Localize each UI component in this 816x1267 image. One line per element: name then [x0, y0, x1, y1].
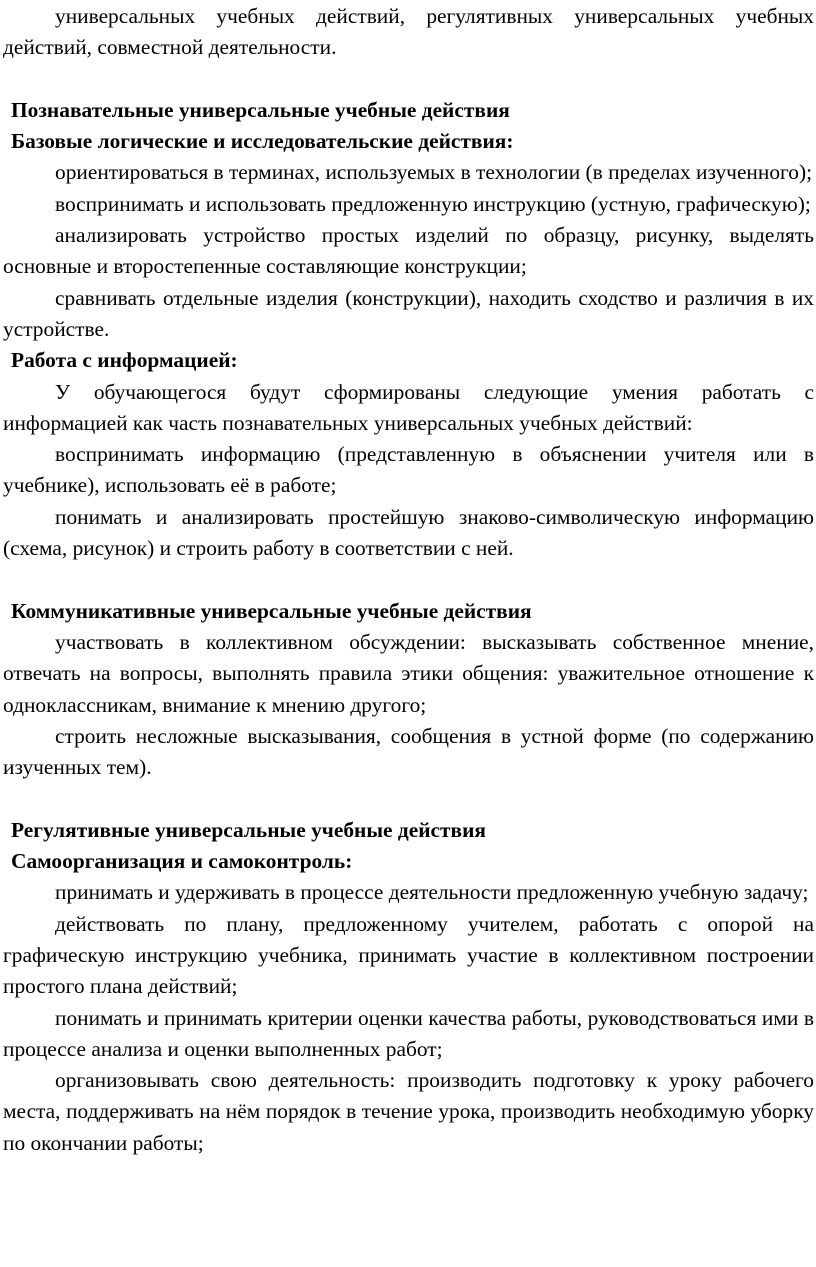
logic-item-1: ориентироваться в терминах, используемых в технологии (в пределах изученного); [55, 160, 813, 185]
intro-continuation-paragraph: универсальных учебных действий, регулятивных универсальных учебных действий, совместной деятельности. [3, 4, 814, 60]
logic-item-4: сравнивать отдельные изделия (конструкции), находить сходство и различия в их устройстве. [3, 285, 814, 341]
info-item-2: воспринимать информацию (представленную в объяснении учителя или в учебнике), использовать её в работе; [3, 442, 814, 498]
communicative-section-heading: Коммуникативные универсальные учебные действия [11, 598, 532, 623]
information-subheading: Работа с информацией: [11, 348, 238, 373]
self-item-3: понимать и принимать критерии оценки качества работы, руководствоваться ими в процессе анализа и оценки выполненных работ; [3, 1005, 814, 1061]
self-item-1: принимать и удерживать в процессе деятельности предложенную учебную задачу; [55, 880, 809, 905]
spacer [3, 564, 814, 595]
self-item-2: действовать по плану, предложенному учителем, работать с опорой на графическую инструкцию учебника, принимать участие в коллективном построении простого плана действий; [3, 911, 814, 999]
info-item-3: понимать и анализировать простейшую знаково-символическую информацию (схема, рисунок) и строить работу в соответствии с ней. [3, 504, 814, 561]
info-item-1: У обучающегося будут сформированы следующие умения работать с информацией как часть познавательных универсальных учебных действий: [3, 379, 814, 435]
document-page [0, 1, 816, 1159]
spacer [3, 783, 814, 814]
logic-item-3: анализировать устройство простых изделий по образцу, рисунку, выделять основные и второстепенные составляющие конструкции; [3, 223, 814, 279]
communicative-item-1: участвовать в коллективном обсуждении: высказывать собственное мнение, отвечать на вопросы, выполнять правила этики общения: уважительное отношение к одноклассникам, внимание к мнению другого; [3, 629, 814, 717]
logic-research-subheading: Базовые логические и исследовательские действия: [11, 129, 514, 154]
regulatory-section-heading: Регулятивные универсальные учебные действия [11, 817, 486, 842]
spacer [3, 64, 814, 95]
cognitive-section-heading: Познавательные универсальные учебные действия [11, 97, 510, 122]
logic-item-2: воспринимать и использовать предложенную инструкцию (устную, графическую); [55, 191, 811, 216]
self-organization-subheading: Самоорганизация и самоконтроль: [11, 849, 353, 874]
communicative-item-2: строить несложные высказывания, сообщения в устной форме (по содержанию изученных тем). [3, 723, 814, 780]
self-item-4: организовывать свою деятельность: производить подготовку к уроку рабочего места, поддерживать на нём порядок в течение урока, производить необходимую уборку по окончании работы; [3, 1068, 814, 1155]
